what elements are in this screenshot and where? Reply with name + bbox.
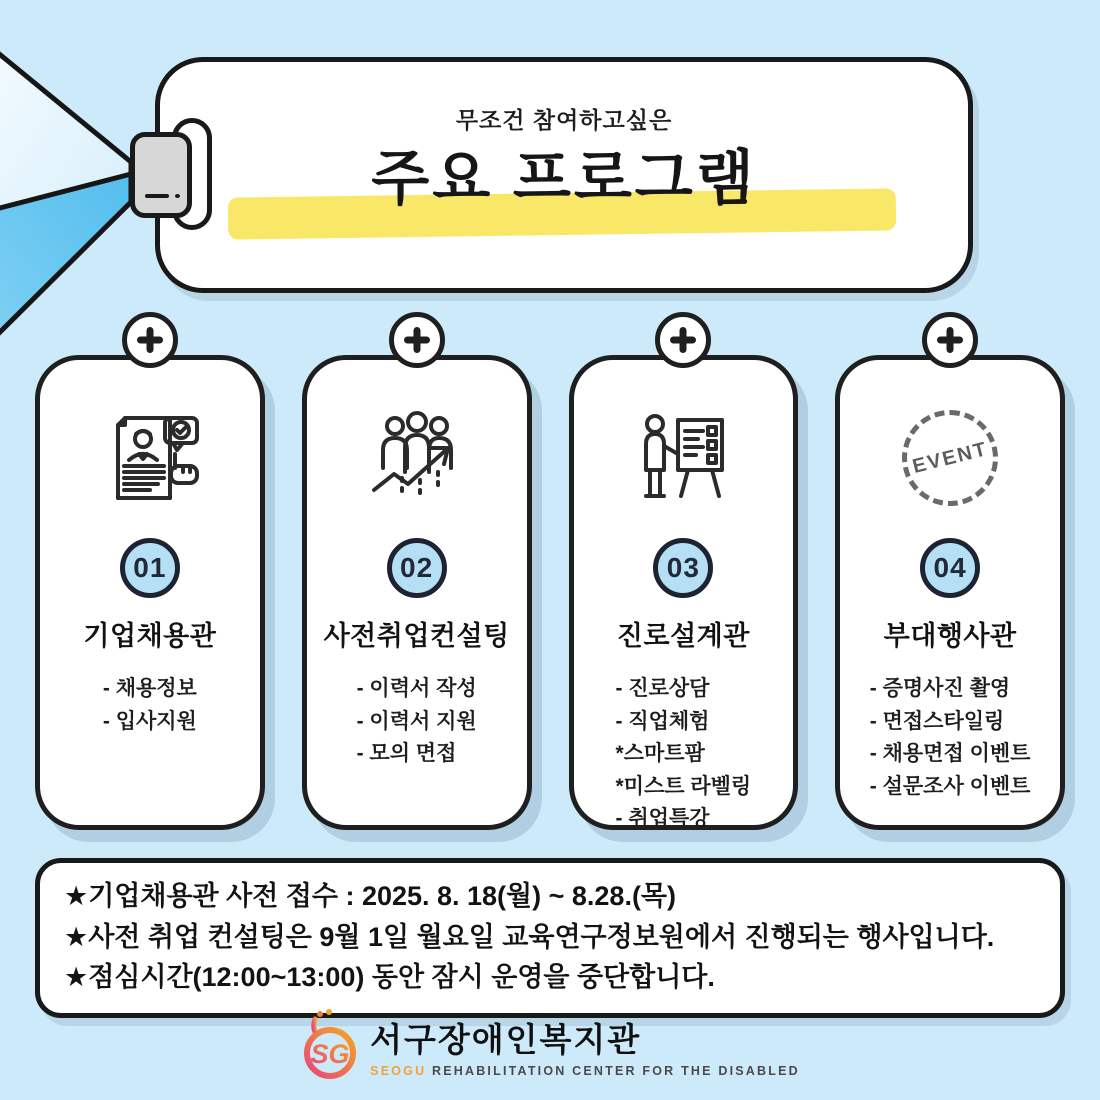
people-growth-icon (362, 406, 472, 510)
speaker-dot (175, 194, 180, 198)
org-text (370, 1014, 800, 1078)
card-item: *스마트팜 (615, 742, 705, 766)
card-icon-wrap (840, 402, 1060, 514)
resume-check-icon (95, 406, 205, 510)
card-title: 진로설계관 (616, 621, 750, 651)
card-item: - 채용정보 (102, 677, 197, 700)
plus-icon (122, 312, 178, 368)
plus-icon (655, 312, 711, 368)
card-item: - 이력서 지원 (356, 709, 477, 733)
card-pre-employment-consulting (302, 355, 532, 830)
card-number-badge: 01 (120, 538, 180, 598)
card-title: 기업채용관 (83, 621, 217, 651)
notes-box (35, 858, 1065, 1018)
plus-icon (389, 312, 445, 368)
card-items (40, 673, 260, 738)
card-item: - 증명사진 촬영 (869, 677, 1011, 700)
card-items (307, 673, 527, 771)
title-banner (155, 57, 973, 293)
org-name-english: SEOGU REHABILITATION CENTER FOR THE DISABLED (370, 1064, 800, 1078)
card-item: - 이력서 작성 (356, 677, 477, 700)
megaphone-speaker-icon (130, 132, 192, 218)
card-item: - 입사지원 (102, 709, 197, 733)
event-label: EVENT (910, 437, 990, 478)
presentation-board-icon (628, 406, 738, 510)
card-icon-wrap (574, 402, 794, 514)
svg-text:SG: SG (310, 1039, 350, 1069)
card-item: - 직업체험 (615, 709, 710, 733)
plus-icon (922, 312, 978, 368)
card-number-badge: 04 (920, 538, 980, 598)
program-cards (35, 355, 1065, 830)
card-item: - 설문조사 이벤트 (869, 774, 1031, 798)
card-item: *미스트 라벨링 (615, 774, 752, 798)
card-items (574, 673, 794, 836)
card-icon-wrap (40, 402, 260, 514)
card-title: 사전취업컨설팅 (323, 621, 510, 651)
card-title: 부대행사관 (883, 621, 1017, 651)
footer (0, 1008, 1100, 1084)
note-line: ★점심시간(12:00~13:00) 동안 잠시 운영을 중단합니다. (64, 962, 715, 992)
speaker-dash (145, 194, 169, 198)
note-line: ★사전 취업 컨설팅은 9월 1일 월요일 교육연구정보원에서 진행되는 행사입니다. (64, 921, 995, 952)
card-item: - 면접스타일링 (869, 709, 1005, 733)
banner-subtitle: 무조건 참여하고싶은 (455, 107, 673, 133)
seogu-logo-icon (300, 1008, 358, 1084)
card-company-recruiting (35, 355, 265, 830)
card-number-badge: 02 (387, 538, 447, 598)
card-item: - 취업특강 (615, 807, 710, 831)
card-career-design (569, 355, 799, 830)
card-number-badge: 03 (653, 538, 713, 598)
note-line: ★기업채용관 사전 접수 : 2025. 8. 18(월) ~ 8.28.(목) (64, 881, 677, 911)
banner-title-wrap (160, 145, 968, 213)
event-dashed-circle-icon (902, 410, 998, 506)
card-item: - 모의 면접 (356, 742, 457, 766)
org-name-korean: 서구장애인복지관 (370, 1021, 642, 1058)
card-icon-wrap (307, 402, 527, 514)
card-items (840, 673, 1060, 803)
card-item: - 진로상담 (615, 677, 710, 700)
page-title: 주요 프로그램 (371, 145, 757, 212)
card-item: - 채용면접 이벤트 (869, 742, 1031, 766)
card-side-events (835, 355, 1065, 830)
